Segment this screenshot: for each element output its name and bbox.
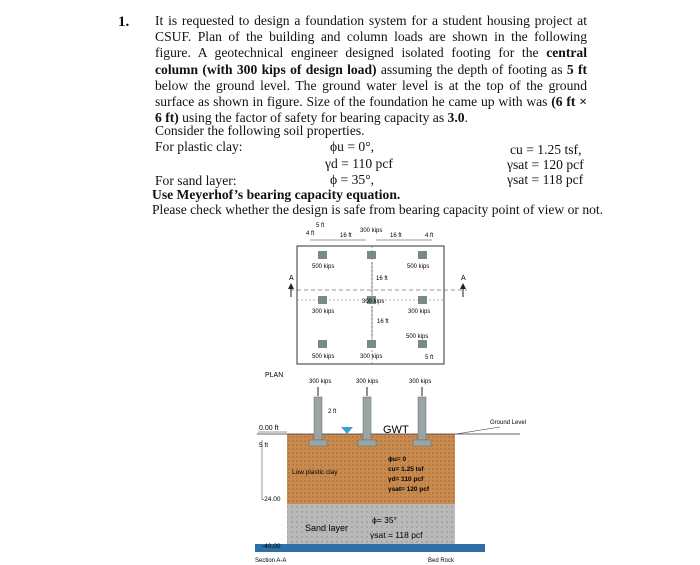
clay-prop-cu: cu= 1.25 tsf [388,466,424,473]
plan-dim-5ft: 5 ft [316,223,325,229]
section-mark-right: A [461,275,466,282]
plan-dim-5ft-right: 5 ft [425,355,434,361]
sand-layer-label: Sand layer [305,523,349,533]
bed-rock-layer [255,544,485,552]
plan-load-ml: 300 kips [312,309,335,315]
plan-load-br: 500 kips [406,334,429,340]
para-bold-4: 3.0 [447,110,465,126]
section-arrow-right [460,283,466,289]
gwt-triangle [341,427,353,434]
column-bc [367,340,376,348]
plan-load-bl: 500 kips [312,354,335,360]
para-bold-1: central column (with 300 kips of design load) [155,45,587,77]
section-label: Section A-A [255,558,287,564]
section-load-left: 300 kips [309,379,332,385]
column-tr [418,251,427,259]
gwt-label: GWT [383,424,409,436]
section-footing-right [413,440,431,446]
section-footing-center [358,440,376,446]
sand-prop-phi: ϕ= 35° [372,515,397,525]
sand-phi: ϕ = 35°, [330,172,375,187]
plan-dim-16ft-v1: 16 ft [376,276,388,282]
elev-minus-40: -40.00 [262,543,281,550]
clay-gamma-sat: γsat = 120 pcf [507,157,584,172]
plan-label: PLAN [265,372,284,379]
plan-load-tc: 300 kips [360,228,383,234]
sand-prop-gsat: γsat = 118 pcf [370,530,423,540]
sand-label: For sand layer: [155,173,237,188]
bed-rock-label: Bed Rock [428,558,455,564]
plan-dim-4ft-right: 4 ft [425,233,434,239]
section-arrow-left [288,283,294,289]
plan-load-bc: 300 kips [360,354,383,360]
section-view [255,379,526,564]
clay-layer-label: Low plastic clay [292,469,338,476]
plan-load-mr: 300 kips [408,309,431,315]
plan-load-mc: 300 kips [362,299,385,305]
section-column-left [314,397,322,440]
column-br [418,340,427,348]
column-tc [367,251,376,259]
clay-prop-gd: γd= 110 pcf [388,476,424,483]
para-text-1: It is requested to design a foundation system for a student housing project at CSUF. Plan of the building and column loads are shown in the following figure. A geotechnical engineer designed isolated footing for the [155,13,587,61]
section-load-right: 300 kips [409,379,432,385]
para-text-5: . [464,110,468,126]
para-bold-2: 5 ft [566,61,587,77]
plan-dim-16ft-b: 16 ft [390,233,402,239]
clay-label: For plastic clay: [155,139,243,154]
plan-dim-16ft-v2: 16 ft [377,319,389,325]
ask-line: Please check whether the design is safe from bearing capacity point of view or not. [152,202,604,217]
plan-dim-16ft-a: 16 ft [340,233,352,239]
question-number: 1. [118,14,130,30]
plan-dim-4ft-left: 4 ft [306,231,315,237]
plan-load-tl: 500 kips [312,264,335,270]
section-mark-left: A [289,275,294,282]
clay-gamma-d: γd = 110 pcf [325,156,393,171]
para-bold-3: (6 ft × 6 ft) [155,94,587,126]
para-text-4: using the factor of safety for bearing capacity as [178,110,448,126]
depth-5ft: 5 ft [259,442,269,449]
para-text-3: below the ground level. The ground water level is at the top of the ground surface as shown in figure. Size of the foundation he came up with was [155,77,587,110]
elev-minus-24: -24.00 [262,496,281,503]
clay-prop-gsat: γsat= 120 pcf [388,486,430,493]
column-mr [418,296,427,304]
clay-prop-phi: ϕu= 0 [388,456,407,463]
soil-intro: Consider the following soil properties. [155,123,365,138]
column-ml [318,296,327,304]
column-tl [318,251,327,259]
section-column-center [363,397,371,440]
plan-view [265,223,467,379]
column-bl [318,340,327,348]
sand-gamma-sat: γsat = 118 pcf [507,172,584,187]
section-column-right [418,397,426,440]
section-load-center: 300 kips [356,379,379,385]
clay-phi: ϕu = 0°, [330,139,375,154]
ground-level-label: Ground Level [490,420,527,426]
elev-0: 0.00 ft [259,425,279,432]
clay-cu: cu = 1.25 tsf, [510,142,582,157]
plan-load-tr: 500 kips [407,264,430,270]
section-footing-left [309,440,327,446]
para-text-2: assuming the depth of footing as [376,61,567,77]
footing-dim-2ft: 2 ft [328,409,337,415]
method-line: Use Meyerhof’s bearing capacity equation. [152,187,401,202]
